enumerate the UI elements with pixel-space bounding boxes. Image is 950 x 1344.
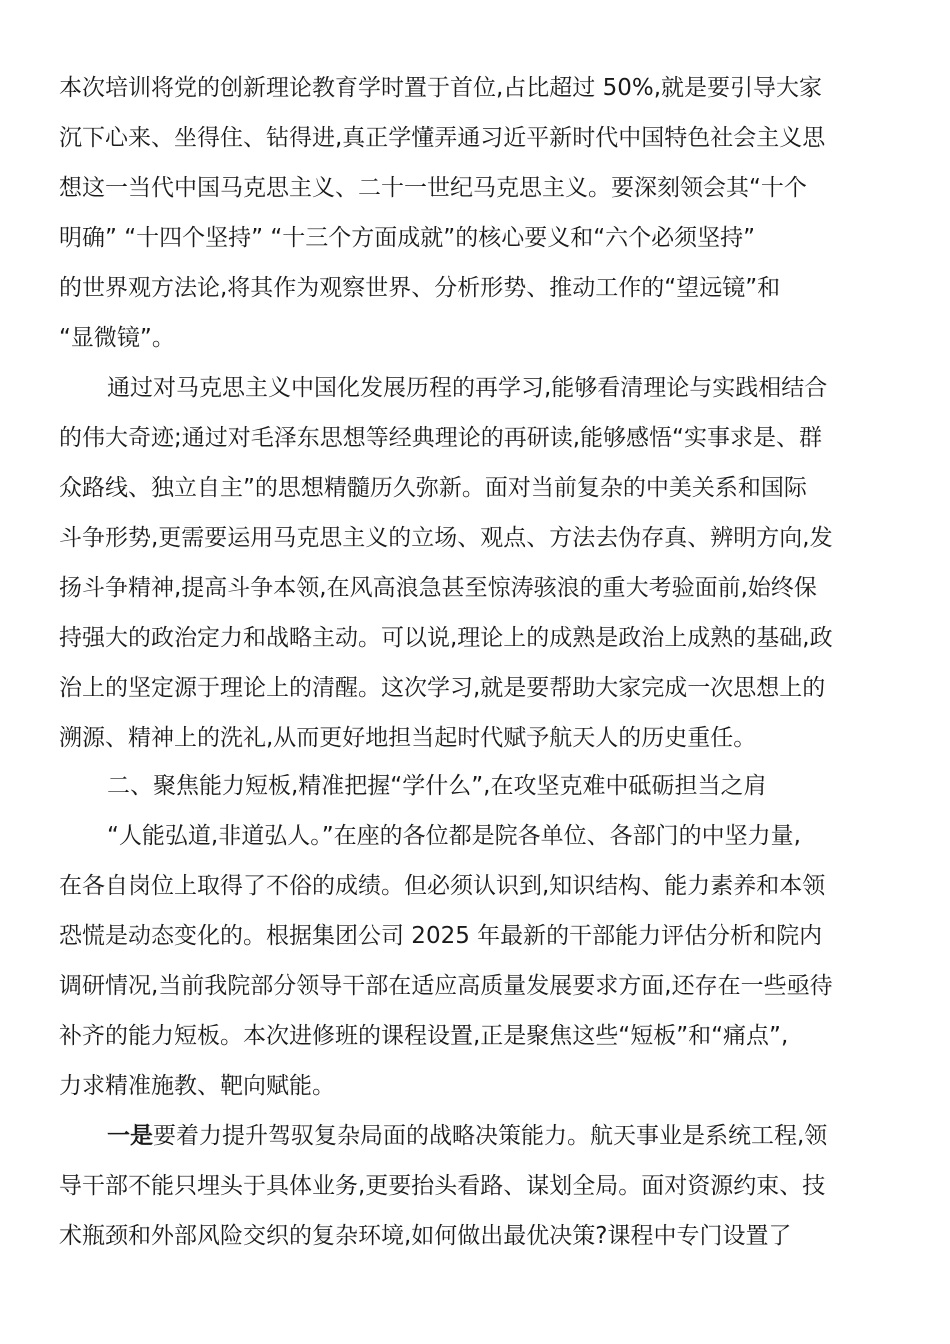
paragraph3-line: 在各自岗位上取得了不俗的成绩。但必须认识到,知识结构、能力素养和本领 <box>59 873 826 899</box>
paragraph4-line: 术瓶颈和外部风险交织的复杂环境,如何做出最优决策?课程中专门设置了 <box>59 1223 792 1249</box>
paragraph4-first-rest: 要着力提升驾驭复杂局面的战略决策能力。航天事业是系统工程,领 <box>153 1123 828 1149</box>
paragraph1-line: 本次培训将党的创新理论教育学时置于首位,占比超过 50%,就是要引导大家 <box>59 75 823 101</box>
paragraph3-line: 恐慌是动态变化的。根据集团公司 2025 年最新的干部能力评估分析和院内 <box>59 923 823 949</box>
paragraph4-line: 导干部不能只埋头于具体业务,更要抬头看路、谋划全局。面对资源约束、技 <box>59 1173 826 1199</box>
paragraph2-line: 扬斗争精神,提高斗争本领,在风高浪急甚至惊涛骇浪的重大考验面前,始终保 <box>59 575 817 601</box>
paragraph1-line: 想这一当代中国马克思主义、二十一世纪马克思主义。要深刻领会其“十个 <box>59 175 807 201</box>
paragraph3-line: 调研情况,当前我院部分领导干部在适应高质量发展要求方面,还存在一些亟待 <box>59 973 833 999</box>
paragraph2-line: 众路线、独立自主”的思想精髓历久弥新。面对当前复杂的中美关系和国际 <box>59 475 807 501</box>
section-heading: 二、聚焦能力短板,精准把握“学什么”,在攻坚克难中砥砺担当之肩 <box>107 773 767 799</box>
paragraph1-line: 明确” “十四个坚持” “十三个方面成就”的核心要义和“六个必须坚持” <box>59 225 756 251</box>
paragraph1-line: 沉下心来、坐得住、钻得进,真正学懂弄通习近平新时代中国特色社会主义思 <box>59 125 826 151</box>
paragraph3-line: “人能弘道,非道弘人。”在座的各位都是院各单位、各部门的中坚力量, <box>107 823 801 849</box>
paragraph2-line: 斗争形势,更需要运用马克思主义的立场、观点、方法去伪存真、辨明方向,发 <box>59 525 833 551</box>
paragraph1-line: 的世界观方法论,将其作为观察世界、分析形势、推动工作的“望远镜”和 <box>59 275 781 301</box>
paragraph2-line: 治上的坚定源于理论上的清醒。这次学习,就是要帮助大家完成一次思想上的 <box>59 675 826 701</box>
paragraph2-line: 的伟大奇迹;通过对毛泽东思想等经典理论的再研读,能够感悟“实事求是、群 <box>59 425 822 451</box>
paragraph1-line: “显微镜”。 <box>59 325 175 351</box>
paragraph4-lead: 一是 <box>107 1123 153 1149</box>
paragraph2-line: 溯源、精神上的洗礼,从而更好地担当起时代赋予航天人的历史重任。 <box>59 725 757 751</box>
paragraph2-line: 持强大的政治定力和战略主动。可以说,理论上的成熟是政治上成熟的基础,政 <box>59 625 833 651</box>
paragraph4-first-line <box>107 1111 891 1161</box>
paragraph3-line: 力求精准施教、靶向赋能。 <box>59 1073 335 1099</box>
paragraph3-line: 补齐的能力短板。本次进修班的课程设置,正是聚焦这些“短板”和“痛点”, <box>59 1023 789 1049</box>
paragraph2-line: 通过对马克思主义中国化发展历程的再学习,能够看清理论与实践相结合 <box>107 375 828 401</box>
